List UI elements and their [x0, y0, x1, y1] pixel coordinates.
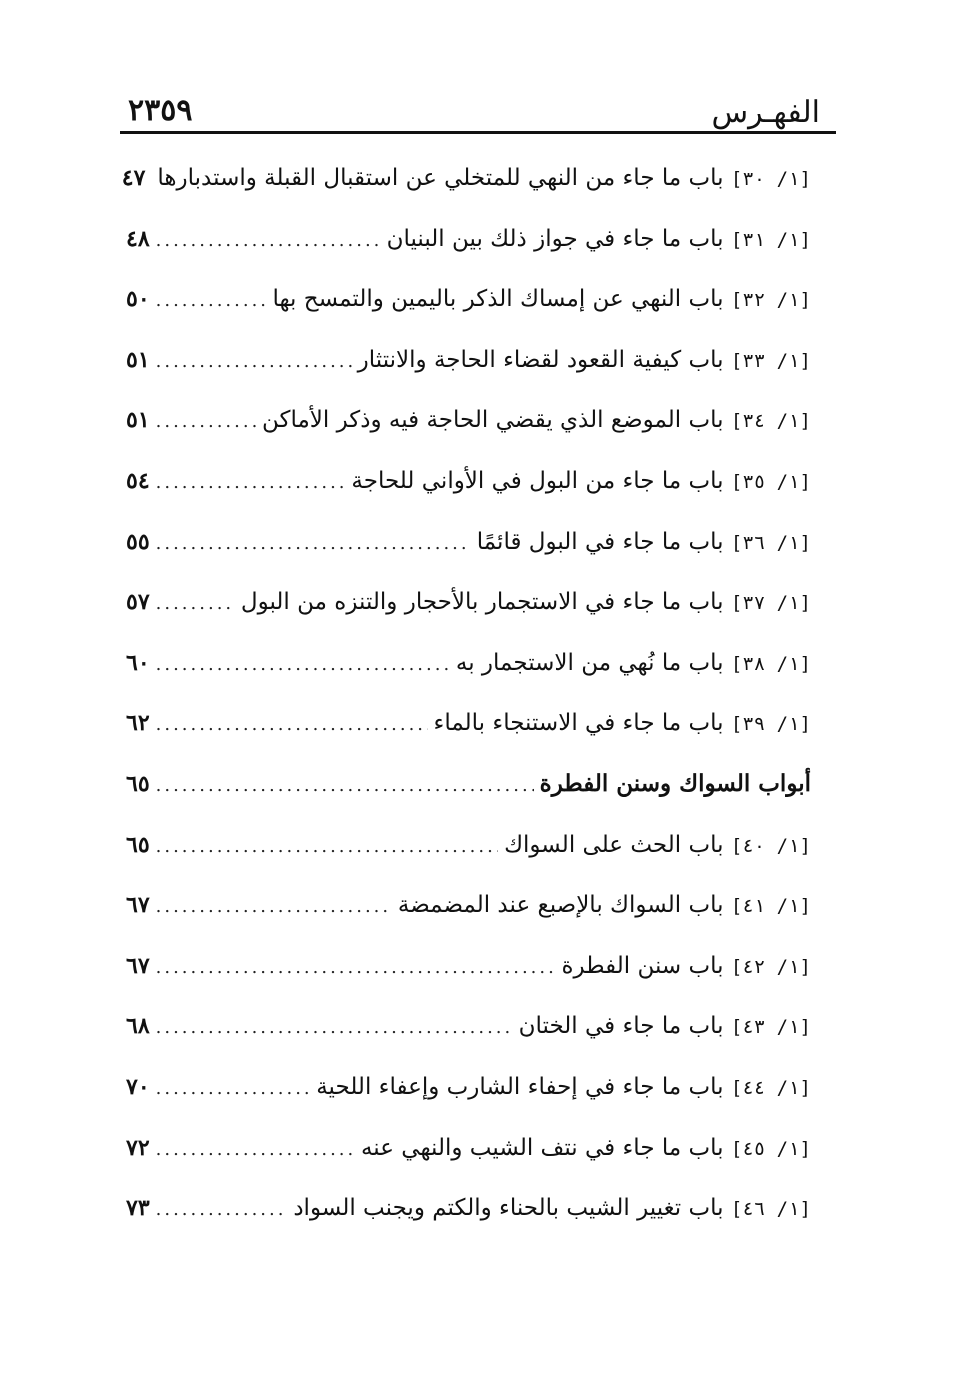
toc-entry-label — [351, 451, 811, 512]
toc-entry-number: [١/ ٤٤] — [730, 1076, 811, 1099]
toc-entry-page: ٧٢ — [126, 1134, 150, 1161]
table-of-contents — [121, 148, 811, 1239]
dot-leader — [156, 211, 381, 271]
toc-entry-label — [477, 512, 811, 573]
toc-entry — [126, 996, 811, 1057]
toc-entry — [126, 209, 811, 270]
toc-entry-title: باب ما جاء في الاستنجاء بالماء — [433, 710, 724, 737]
toc-entry-page: ٤٧ — [121, 165, 146, 191]
toc-entry — [126, 936, 811, 997]
header-title: الفهـرس — [711, 95, 820, 130]
toc-entry-number: [١/ ٤١] — [730, 895, 811, 918]
toc-entry — [126, 330, 811, 391]
toc-entry-label — [562, 936, 812, 997]
dot-leader — [156, 574, 235, 634]
dot-leader — [156, 453, 346, 513]
header-rule — [120, 131, 836, 134]
dot-leader — [156, 756, 534, 816]
toc-entry-number: [١/ ٣٣] — [730, 349, 811, 372]
toc-entry-page: ٦٢ — [126, 710, 150, 737]
dot-leader — [156, 695, 428, 755]
toc-entry-number: [١/ ٣٠] — [730, 168, 811, 190]
toc-entry — [121, 148, 811, 209]
toc-entry-title: باب ما جاء في نتف الشيب والنهي عنه — [360, 1134, 724, 1161]
toc-entry-number: [١/ ٣٩] — [730, 713, 811, 736]
toc-entry-page: ٦٠ — [126, 649, 150, 676]
toc-entry-page: ٦٧ — [126, 892, 150, 919]
toc-entry-label — [519, 996, 811, 1057]
toc-entry-title: باب ما جاء في البول قائمًا — [476, 528, 724, 555]
toc-entry-label — [456, 633, 811, 694]
dot-leader — [156, 817, 498, 877]
toc-entry-number: [١/ ٤٠] — [730, 834, 811, 857]
toc-entry-page: ٥١ — [126, 346, 150, 373]
dot-leader — [156, 1120, 355, 1180]
dot-leader — [156, 1180, 288, 1240]
toc-entry-title: باب سنن الفطرة — [561, 952, 724, 979]
toc-entry-page: ٧٠ — [126, 1073, 150, 1100]
toc-entry — [126, 451, 811, 512]
toc-entry-number: [١/ ٣٢] — [730, 289, 811, 312]
toc-entry-title: باب ما جاء في الختان — [518, 1013, 724, 1040]
toc-entry-number: [١/ ٣٨] — [730, 652, 811, 675]
toc-entry-number: [١/ ٣٤] — [730, 410, 811, 433]
toc-entry — [126, 390, 811, 451]
toc-entry-page: ٦٥ — [126, 831, 150, 858]
toc-entry-title: باب ما جاء من النهي للمتخلي عن استقبال القبلة واستدبارها — [157, 165, 724, 191]
dot-leader — [156, 1059, 311, 1119]
toc-entry-label — [262, 390, 811, 451]
toc-entry-number: [١/ ٤٥] — [730, 1137, 811, 1160]
toc-entry-title: باب ما نُهي من الاستجمار به — [455, 649, 724, 676]
dot-leader — [156, 514, 471, 574]
toc-entry — [126, 1057, 811, 1118]
toc-entry-label — [387, 209, 811, 270]
toc-entry-label — [504, 815, 811, 876]
toc-entry — [126, 512, 811, 573]
toc-entry-page: ٦٧ — [126, 952, 150, 979]
dot-leader — [156, 332, 352, 392]
toc-entry — [126, 1118, 811, 1179]
toc-entry-page: ٥٠ — [126, 286, 150, 313]
toc-entry-title: باب الموضع الذي يقضي الحاجة فيه وذكر الأماكن — [261, 407, 724, 434]
toc-entry-number: [١/ ٣٧] — [730, 592, 811, 615]
toc-entry-title: باب تغيير الشيب بالحناء والكتم ويجنب السواد — [293, 1195, 724, 1222]
toc-entry-number: [١/ ٤٦] — [730, 1198, 811, 1221]
dot-leader — [156, 938, 556, 998]
dot-leader — [156, 998, 513, 1058]
toc-entry-label — [434, 693, 811, 754]
toc-entry-title: باب كيفية القعود لقضاء الحاجة والانتثار — [357, 346, 724, 373]
toc-section-heading — [126, 754, 811, 815]
toc-entry-page: ٤٨ — [126, 225, 150, 252]
toc-entry-title: باب ما جاء من البول في الأواني للحاجة — [351, 467, 724, 494]
toc-entry-page: ٦٥ — [126, 770, 150, 797]
toc-entry-number: [١/ ٤٣] — [730, 1016, 811, 1039]
toc-entry-number: [١/ ٤٢] — [730, 955, 811, 978]
toc-entry-page: ٦٨ — [126, 1013, 150, 1040]
toc-entry-label — [272, 269, 811, 330]
toc-entry-title: باب السواك بالإصبع عند المضمضة — [397, 892, 724, 919]
toc-entry-label — [398, 875, 811, 936]
toc-entry — [126, 815, 811, 876]
toc-entry — [126, 633, 811, 694]
toc-entry-title: باب ما جاء في إحفاء الشارب وإعفاء اللحية — [316, 1073, 724, 1100]
toc-entry-page: ٥٧ — [126, 589, 150, 616]
toc-entry-label — [157, 148, 811, 209]
toc-entry-number: [١/ ٣٥] — [730, 470, 811, 493]
toc-entry — [126, 1178, 811, 1239]
toc-entry-title: باب ما جاء في الاستجمار بالأحجار والتنزه من البول — [240, 589, 724, 616]
toc-entry-page: ٥٤ — [126, 467, 150, 494]
toc-entry-label — [293, 1178, 811, 1239]
dot-leader — [156, 392, 256, 452]
toc-entry — [126, 875, 811, 936]
toc-entry-page: ٧٣ — [126, 1195, 150, 1222]
toc-entry-label — [241, 572, 811, 633]
toc-entry-label — [358, 330, 811, 391]
toc-entry — [126, 572, 811, 633]
toc-entry-title: باب الحث على السواك — [504, 831, 724, 858]
toc-entry-label — [316, 1057, 811, 1118]
page-header — [122, 92, 834, 134]
toc-entry-label — [540, 754, 811, 814]
toc-entry-label — [361, 1118, 811, 1179]
toc-entry — [126, 693, 811, 754]
dot-leader — [156, 635, 450, 695]
toc-entry — [126, 269, 811, 330]
dot-leader — [156, 271, 267, 331]
toc-entry-title: باب ما جاء في جواز ذلك بين البنيان — [386, 225, 724, 252]
header-page-number: ٢٣٥٩ — [128, 93, 193, 128]
toc-entry-title: باب النهي عن إمساك الذكر باليمين والتمسح بها — [272, 286, 724, 313]
dot-leader — [156, 877, 392, 937]
toc-entry-number: [١/ ٣٦] — [730, 531, 811, 554]
toc-entry-number: [١/ ٣١] — [730, 228, 811, 251]
toc-entry-title: أبواب السواك وسنن الفطرة — [539, 769, 811, 797]
toc-entry-page: ٥٥ — [126, 528, 150, 555]
toc-entry-page: ٥١ — [126, 407, 150, 434]
